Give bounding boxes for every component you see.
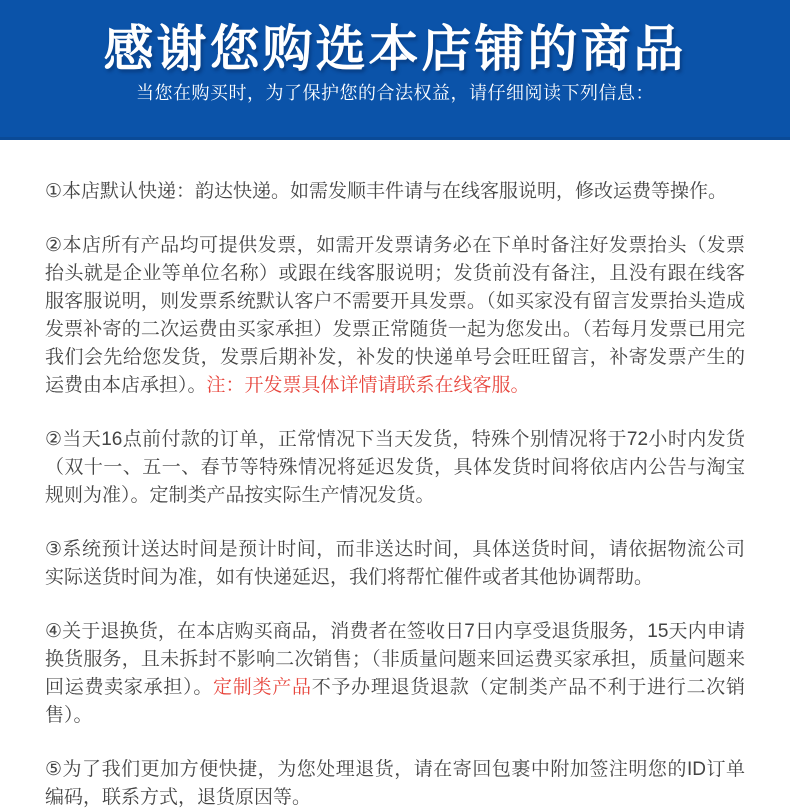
- highlight-text-custom-products: 定制类产品: [213, 677, 312, 698]
- notice-paragraph-return-info: [45, 756, 745, 812]
- paragraph-text: ②本店所有产品均可提供发票，如需开发票请务必在下单时备注好发票抬头（发票抬头就是企业等单位名称）或跟在线客服说明；发货前没有备注，且没有跟在线客服客服说明，则发票系统默认客户不需要开具发票。（如买家没有留言发票抬头造成发票补寄的二次运费由买家承担）发票正常随货一起为您发出。（若每月发票已用完我们会先给您发货，发票后期补发，补发的快递单号会旺旺留言，补寄发票产生的运费由本店承担）。: [45, 235, 745, 396]
- paragraph-text: ①本店默认快递：韵达快递。如需发顺丰件请与在线客服说明，修改运费等操作。: [45, 181, 728, 202]
- header-banner: [0, 0, 790, 140]
- paragraph-text: ⑤为了我们更加方便快捷，为您处理退货，请在寄回包裹中附加签注明您的ID订单编码，联系方式，退货原因等。: [45, 759, 745, 808]
- paragraph-text: ②当天16点前付款的订单，正常情况下当天发货，特殊个别情况将于72小时内发货（双十一、五一、春节等特殊情况将延迟发货，具体发货时间将依店内公告与淘宝规则为准）。定制类产品按实际生产情况发货。: [45, 429, 745, 506]
- highlight-text-invoice-note: 注：开发票具体详情请联系在线客服。: [206, 375, 530, 396]
- notice-paragraph-delivery-estimate: [45, 536, 745, 592]
- paragraph-text: ④关于退换货，在本店购买商品，消费者在签收日7日内享受退货服务，15天内申请换货服务，且未拆封不影响二次销售；（非质量问题来回运费买家承担，质量问题来回运费卖家承担）。: [45, 621, 745, 698]
- paragraph-text: ③系统预计送达时间是预计时间，而非送达时间，具体送货时间，请依据物流公司实际送货时间为准，如有快递延迟，我们将帮忙催件或者其他协调帮助。: [45, 539, 745, 588]
- paragraph-text: 不予办理退货退款（定制类产品不利于进行二次销售）。: [45, 677, 745, 726]
- notice-paragraph-invoice: [45, 232, 745, 400]
- page-subtitle: 当您在购买时，为了保护您的合法权益，请仔细阅读下列信息：: [136, 83, 654, 103]
- notice-paragraph-dispatch-time: [45, 426, 745, 510]
- notice-paragraph-shipping-default: [45, 178, 745, 206]
- notice-body: [0, 140, 790, 812]
- page-title: 感谢您购选本店铺的商品: [103, 21, 687, 77]
- notice-paragraph-returns: [45, 618, 745, 730]
